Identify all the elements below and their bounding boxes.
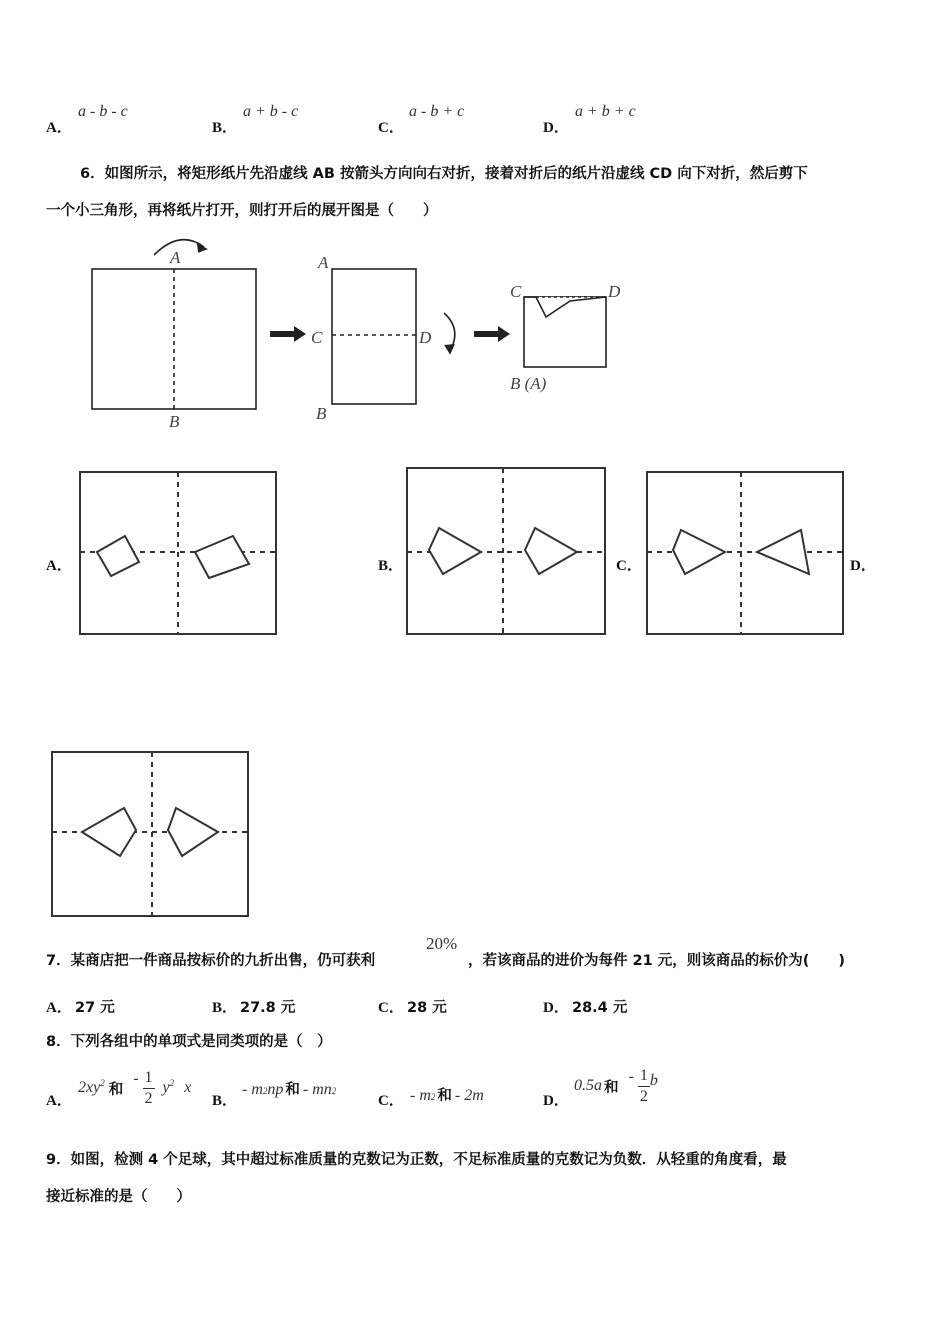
q5-option-c-label: C． bbox=[378, 120, 404, 136]
q7-stem-after: ，若该商品的进价为每件 21 元，则该商品的标价为( ) bbox=[468, 953, 846, 969]
q5-option-b-label: B． bbox=[212, 120, 238, 136]
q7-option-b-label: B． bbox=[212, 1000, 238, 1016]
label-b-2: B bbox=[316, 404, 327, 423]
figure-paper-rect bbox=[92, 269, 256, 409]
q5-option-c-expr: a - b + c bbox=[409, 103, 465, 120]
figure-quarter-rect bbox=[524, 297, 606, 367]
q8-option-a-label: A． bbox=[46, 1093, 72, 1109]
q6-stem-line2: 一个小三角形，再将纸片打开，则打开后的展开图是（ ） bbox=[46, 203, 438, 219]
q6-option-b-label: B． bbox=[378, 558, 404, 574]
label-ba: B (A) bbox=[510, 374, 547, 393]
q6-stem-line1: 6．如图所示，将矩形纸片先沿虚线 AB 按箭头方向向右对折，接着对折后的纸片沿虚线 CD 向下对折，然后剪下 bbox=[80, 166, 808, 182]
q5-option-d-label: D． bbox=[543, 120, 569, 136]
cut-triangle bbox=[524, 297, 606, 317]
q7-stem-before: 7．某商店把一件商品按标价的九折出售，仍可获利 bbox=[46, 953, 376, 969]
q7-option-a-label: A． bbox=[46, 1000, 72, 1016]
label-d-2: D bbox=[608, 282, 621, 301]
q9-stem-line2: 接近标准的是（ ） bbox=[46, 1189, 191, 1205]
q8-option-b-expr: - m 2 np 和 - mn 2 bbox=[242, 1081, 337, 1098]
q6-option-d-figure[interactable] bbox=[50, 750, 250, 918]
q7-option-a-value: 27 元 bbox=[75, 1000, 115, 1016]
q7-option-d-label: D． bbox=[543, 1000, 569, 1016]
q7-option-d-value: 28.4 元 bbox=[572, 1000, 628, 1016]
q7-option-c-label: C． bbox=[378, 1000, 404, 1016]
label-a-2: A bbox=[318, 253, 329, 272]
q6-option-c-label: C． bbox=[616, 558, 642, 574]
q6-option-c-figure[interactable] bbox=[645, 470, 845, 636]
label-a: A bbox=[170, 248, 181, 267]
q9-stem-line1: 9．如图，检测 4 个足球，其中超过标准质量的克数记为正数，不足标准质量的克数记为负数．从轻重的角度看，最 bbox=[46, 1152, 787, 1168]
q6-option-b-figure[interactable] bbox=[405, 466, 607, 636]
figure-folded-rect bbox=[332, 269, 416, 404]
q8-option-b-label: B． bbox=[212, 1093, 238, 1109]
q7-option-b-value: 27.8 元 bbox=[240, 1000, 296, 1016]
q8-option-d-label: D． bbox=[543, 1093, 569, 1109]
q7-percent: 20% bbox=[426, 934, 458, 953]
q6-folding-figure bbox=[80, 225, 640, 435]
q8-option-c-label: C． bbox=[378, 1093, 404, 1109]
q7-option-c-value: 28 元 bbox=[407, 1000, 447, 1016]
q8-option-a-expr: 2xy $^2$ 和 - $\frac{1}{2}$ y $^2$ x bbox=[78, 1068, 192, 1107]
label-c-2: C bbox=[510, 282, 522, 301]
label-c: C bbox=[311, 328, 323, 347]
q5-option-a-label: A． bbox=[46, 120, 72, 136]
label-d: D bbox=[419, 328, 432, 347]
q6-option-a-figure[interactable] bbox=[78, 470, 278, 636]
down-arrow-head bbox=[445, 344, 454, 353]
right-arrow-1 bbox=[270, 326, 306, 342]
q8-option-c-expr: - m 2 和 - 2m bbox=[410, 1087, 484, 1104]
q8-stem: 8．下列各组中的单项式是同类项的是（ ） bbox=[46, 1034, 332, 1050]
q5-option-b-expr: a + b - c bbox=[243, 103, 299, 120]
q6-option-a-label: A． bbox=[46, 558, 72, 574]
right-arrow-2 bbox=[474, 326, 510, 342]
q5-option-d-expr: a + b + c bbox=[575, 103, 636, 120]
q5-option-a-expr: a - b - c bbox=[78, 103, 128, 120]
q8-option-d-expr: 0.5a 和 - $\frac{1}{2}$ b bbox=[574, 1066, 658, 1105]
label-b: B bbox=[169, 412, 180, 431]
q6-option-d-label: D． bbox=[850, 558, 876, 574]
